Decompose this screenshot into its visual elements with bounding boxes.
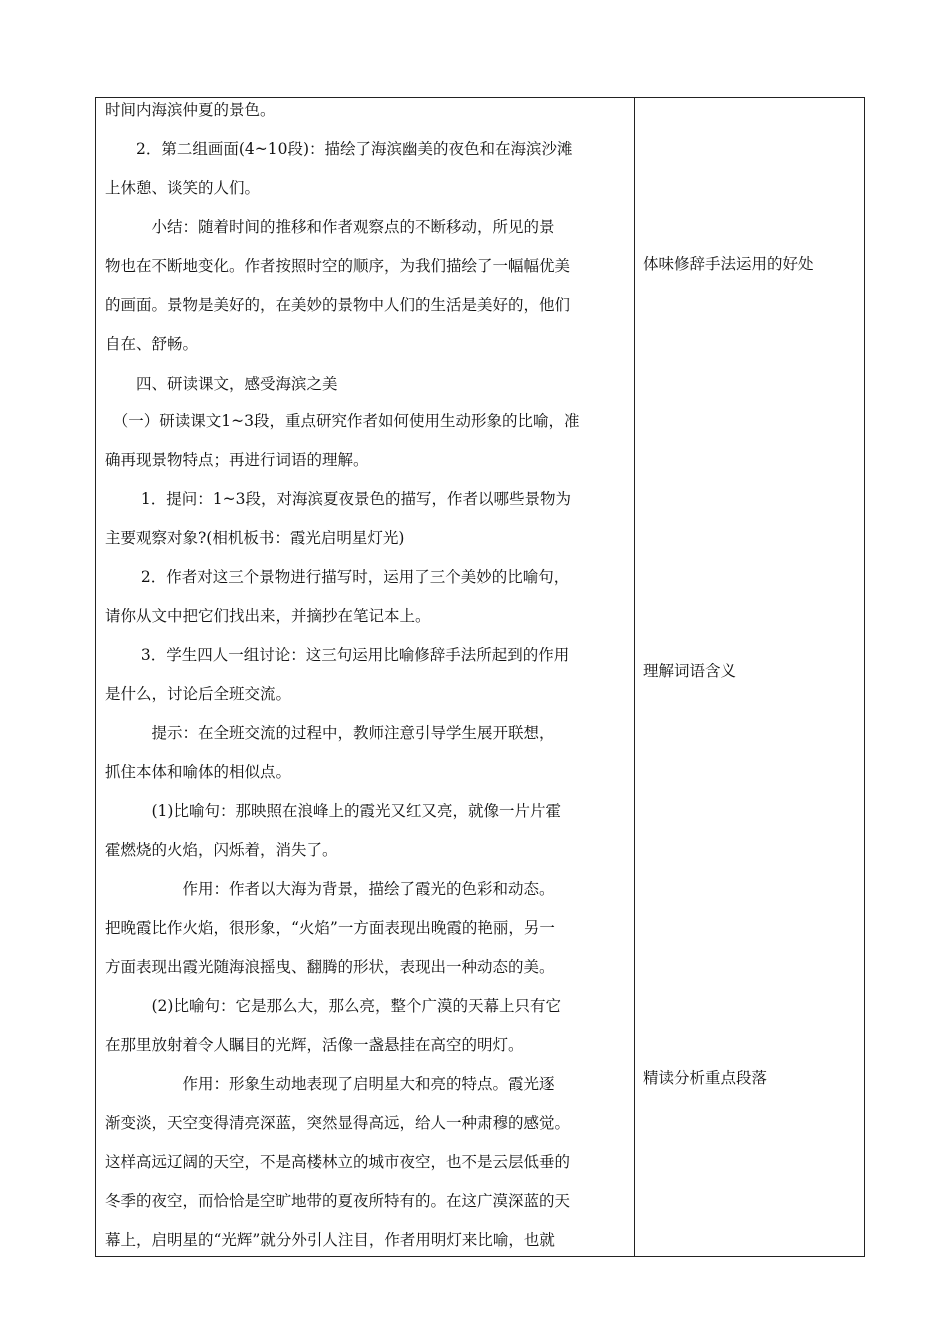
side-note: 体味修辞手法运用的好处: [643, 255, 814, 273]
text-line: 主要观察对象?(相机板书：霞光启明星灯光): [105, 529, 405, 547]
text-line: 小结：随着时间的推移和作者观察点的不断移动，所见的景: [105, 218, 555, 236]
text-line: 在那里放射着令人瞩目的光辉，活像一盏悬挂在高空的明灯。: [105, 1036, 524, 1054]
text-line: 作用：作者以大海为背景，描绘了霞光的色彩和动态。: [105, 880, 555, 898]
column-divider: [634, 98, 635, 1256]
text-line: (2)比喻句：它是那么大，那么亮，整个广漠的天幕上只有它: [105, 997, 561, 1015]
text-line: 物也在不断地变化。作者按照时空的顺序，为我们描绘了一幅幅优美: [105, 257, 571, 275]
text-line: 上休憩、谈笑的人们。: [105, 179, 261, 197]
text-line: 方面表现出霞光随海浪摇曳、翻腾的形状，表现出一种动态的美。: [105, 958, 555, 976]
text-line: 2．作者对这三个景物进行描写时，运用了三个美妙的比喻句，: [105, 568, 570, 586]
text-line: 幕上，启明星的“光辉”就分外引人注目，作者用明灯来比喻，也就: [105, 1231, 555, 1249]
text-line: (1)比喻句：那映照在浪峰上的霞光又红又亮，就像一片片霍: [105, 802, 561, 820]
text-line: 这样高远辽阔的天空，不是高楼林立的城市夜空，也不是云层低垂的: [105, 1153, 571, 1171]
text-line: 1．提问：1~3段，对海滨夏夜景色的描写，作者以哪些景物为: [105, 490, 572, 508]
side-note: 精读分析重点段落: [643, 1069, 768, 1087]
lesson-table: [95, 97, 865, 1257]
text-line: 霍燃烧的火焰，闪烁着，消失了。: [105, 841, 338, 859]
text-line: 3．学生四人一组讨论：这三句运用比喻修辞手法所起到的作用: [105, 646, 570, 664]
text-line: 把晚霞比作火焰，很形象，“火焰”一方面表现出晚霞的艳丽，另一: [105, 919, 555, 937]
text-line: 是什么，讨论后全班交流。: [105, 685, 292, 703]
text-line: 四、研读课文，感受海滨之美: [105, 375, 338, 393]
text-line: 自在、舒畅。: [105, 335, 199, 353]
text-line: 抓住本体和喻体的相似点。: [105, 763, 292, 781]
text-line: 作用：形象生动地表现了启明星大和亮的特点。霞光逐: [105, 1075, 555, 1093]
side-note: 理解词语含义: [643, 662, 737, 680]
text-line: （一）研读课文1~3段，重点研究作者如何使用生动形象的比喻，准: [105, 412, 580, 430]
text-line: 的画面。景物是美好的，在美妙的景物中人们的生活是美好的，他们: [105, 296, 571, 314]
text-line: 确再现景物特点；再进行词语的理解。: [105, 451, 369, 469]
text-line: 提示：在全班交流的过程中，教师注意引导学生展开联想，: [105, 724, 555, 742]
text-line: 请你从文中把它们找出来，并摘抄在笔记本上。: [105, 607, 431, 625]
text-line: 渐变淡，天空变得清亮深蓝，突然显得高远，给人一种肃穆的感觉。: [105, 1114, 571, 1132]
text-line: 冬季的夜空，而恰恰是空旷地带的夏夜所特有的。在这广漠深蓝的天: [105, 1192, 571, 1210]
text-line: 时间内海滨仲夏的景色。: [105, 101, 276, 119]
text-line: 2．第二组画面(4~10段)：描绘了海滨幽美的夜色和在海滨沙滩: [105, 140, 573, 158]
